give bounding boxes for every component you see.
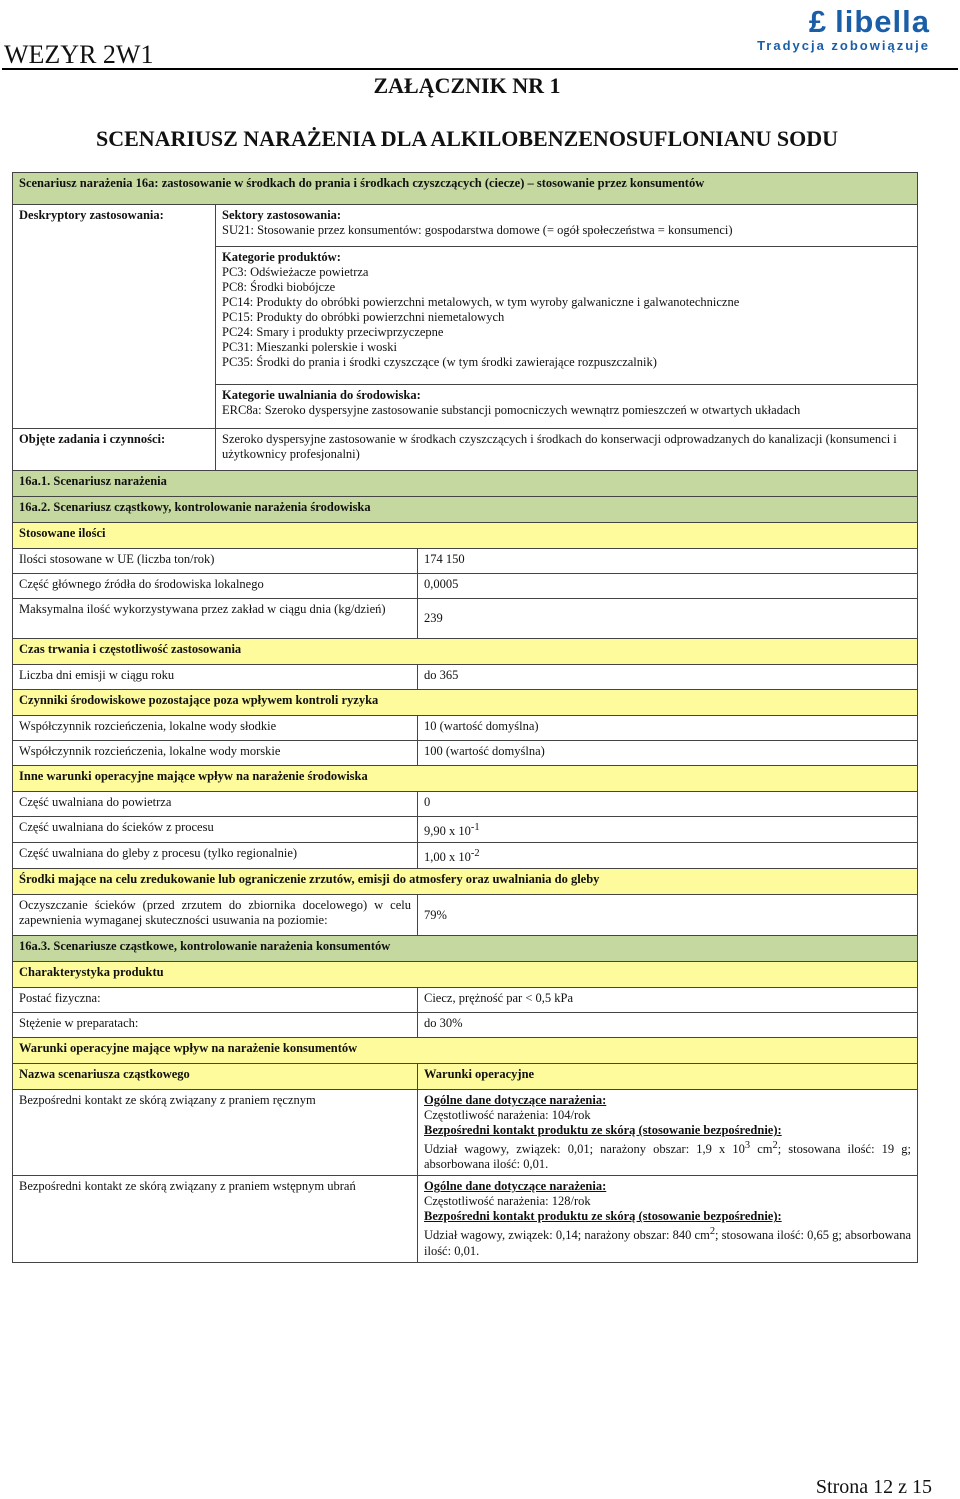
product-category: PC3: Odświeżacze powietrza — [222, 265, 369, 279]
table-row — [13, 988, 918, 1013]
exposure-details: Udział wagowy, związek: 0,01; narażony obszar: 1,9 x $10^3$ $cm^2$; stosowana ilość: 19 g; absorbowana ilość: 0,01. — [424, 1140, 911, 1172]
duration-title: Czas trwania i częstotliwość zastosowania — [13, 639, 918, 665]
row-value — [418, 817, 918, 843]
general-data-title: Ogólne dane dotyczące narażenia: — [424, 1093, 607, 1108]
covered-tasks-text: Szeroko dyspersyjne zastosowanie w środkach czyszczących i środkach do konserwacji odprowadzanych do kanalizacji (konsumenci i użytkownicy profesjonalni) — [216, 429, 918, 471]
row-label: Współczynnik rozcieńczenia, lokalne wody morskie — [13, 741, 418, 766]
table-row — [13, 574, 918, 599]
product-categories-title: Kategorie produktów: — [222, 250, 341, 264]
subsection-row — [13, 869, 918, 895]
scenario-header-row — [13, 173, 918, 205]
product-category: PC24: Smary i produkty przeciwprzyczepne — [222, 325, 444, 339]
row-value: 10 (wartość domyślna) — [418, 716, 918, 741]
table-row — [13, 716, 918, 741]
use-descriptors-label: Deskryptory zastosowania: — [13, 205, 216, 429]
annex-title: ZAŁĄCZNIK NR 1 — [373, 73, 561, 98]
subsection-row — [13, 1064, 918, 1090]
row-value: 0 — [418, 792, 918, 817]
operational-conditions-header: Warunki operacyjne — [418, 1064, 918, 1090]
scenario-header: Scenariusz narażenia 16a: zastosowanie w środkach do prania i środkach czyszczących (ciecze) – stosowanie przez konsumentów — [13, 173, 918, 205]
subsection-row — [13, 690, 918, 716]
subsection-row — [13, 766, 918, 792]
row-value: 174 150 — [418, 549, 918, 574]
section-16a2: 16a.2. Scenariusz cząstkowy, kontrolowanie narażenia środowiska — [13, 497, 918, 523]
document-title: SCENARIUSZ NARAŻENIA DLA ALKILOBENZENOSUFLONIANU SODU — [95, 126, 839, 151]
product-category: PC14: Produkty do obróbki powierzchni metalowych, w tym wyroby galwaniczne i galwanotechniczne — [222, 295, 740, 309]
table-row — [13, 599, 918, 639]
value-exponent: -2 — [470, 848, 480, 860]
row-value: do 365 — [418, 665, 918, 690]
subscenario-name: Bezpośredni kontakt ze skórą związany z praniem wstępnym ubrań — [13, 1176, 418, 1262]
row-value: 79% — [418, 895, 918, 936]
sectors-cell — [216, 205, 918, 247]
document-code: WEZYR 2W1 — [4, 40, 154, 69]
row-label: Stężenie w preparatach: — [13, 1013, 418, 1038]
product-category: PC31: Mieszanki polerskie i woski — [222, 340, 397, 354]
row-value: 100 (wartość domyślna) — [418, 741, 918, 766]
skin-contact-title: Bezpośredni kontakt produktu ze skórą (stosowanie bezpośrednie): — [424, 1209, 782, 1224]
value-mantissa: 1,00 x 10 — [424, 850, 471, 865]
table-row — [13, 1013, 918, 1038]
row-value: 239 — [418, 599, 918, 639]
page-number: Strona 12 z 15 — [815, 1476, 932, 1498]
general-data-title: Ogólne dane dotyczące narażenia: — [424, 1179, 607, 1194]
amounts-title: Stosowane ilości — [13, 523, 918, 549]
measures-title: Środki mające na celu zredukowanie lub ograniczenie zrzutów, emisji do atmosfery oraz uwalniania do gleby — [13, 869, 918, 895]
subsection-row — [13, 1038, 918, 1064]
sectors-text: SU21: Stosowanie przez konsumentów: gospodarstwa domowe (= ogół społeczeństwa = konsumenci) — [222, 223, 733, 237]
row-label: Oczyszczanie ścieków (przed zrzutem do zbiornika docelowego) w celu zapewnienia wymaganej skuteczności usuwania na poziomie: — [13, 895, 418, 936]
covered-tasks-row — [13, 429, 918, 471]
row-value: Ciecz, prężność par < 0,5 kPa — [418, 988, 918, 1013]
sectors-row — [13, 205, 918, 247]
logo-wordmark — [757, 4, 930, 40]
header-rule — [2, 68, 958, 70]
logo-tagline: Tradycja zobowiązuje — [757, 38, 930, 53]
row-label: Część uwalniana do gleby z procesu (tylko regionalnie) — [13, 843, 418, 869]
table-row — [13, 549, 918, 574]
product-category: PC35: Środki do prania i środki czyszczące (w tym środki zawierające rozpuszczalnik) — [222, 355, 657, 369]
libella-logo — [757, 4, 930, 53]
exposure-frequency: Częstotliwość narażenia: 128/rok — [424, 1194, 591, 1209]
section-row — [13, 497, 918, 523]
other-conditions-title: Inne warunki operacyjne mające wpływ na narażenie środowiska — [13, 766, 918, 792]
subscenario-conditions — [418, 1090, 918, 1176]
release-categories-cell — [216, 385, 918, 429]
row-label: Maksymalna ilość wykorzystywana przez zakład w ciągu dnia (kg/dzień) — [13, 599, 418, 639]
scenario-table — [12, 172, 918, 1263]
exposure-details: Udział wagowy, związek: 0,14; narażony obszar: 840 $cm^2$; stosowana ilość: 0,65 g; absorbowana ilość: 0,01. — [424, 1226, 911, 1258]
subsection-row — [13, 639, 918, 665]
section-16a1: 16a.1. Scenariusz narażenia — [13, 471, 918, 497]
row-label: Część głównego źródła do środowiska lokalnego — [13, 574, 418, 599]
release-categories-title: Kategorie uwalniania do środowiska: — [222, 388, 421, 402]
table-row — [13, 665, 918, 690]
logo-symbol: £ — [808, 4, 828, 39]
subscenario-row — [13, 1090, 918, 1176]
row-value: 0,0005 — [418, 574, 918, 599]
product-char-title: Charakterystyka produktu — [13, 962, 918, 988]
table-row — [13, 895, 918, 936]
subscenario-row — [13, 1176, 918, 1262]
value-exponent: -1 — [470, 822, 480, 833]
row-label: Część uwalniana do ścieków z procesu — [13, 817, 418, 843]
subscenario-name-header: Nazwa scenariusza cząstkowego — [13, 1064, 418, 1090]
value-mantissa: 9,90 x 10 — [424, 824, 471, 839]
row-label: Część uwalniana do powietrza — [13, 792, 418, 817]
table-row — [13, 817, 918, 843]
subsection-row — [13, 523, 918, 549]
product-category: PC8: Środki biobójcze — [222, 280, 336, 294]
covered-tasks-label: Objęte zadania i czynności: — [13, 429, 216, 471]
row-label: Ilości stosowane w UE (liczba ton/rok) — [13, 549, 418, 574]
section-row — [13, 471, 918, 497]
row-value — [418, 843, 918, 869]
subsection-row — [13, 962, 918, 988]
row-label: Współczynnik rozcieńczenia, lokalne wody słodkie — [13, 716, 418, 741]
exposure-frequency: Częstotliwość narażenia: 104/rok — [424, 1108, 591, 1123]
subscenario-conditions — [418, 1176, 918, 1262]
product-category: PC15: Produkty do obróbki powierzchni niemetalowych — [222, 310, 505, 324]
sectors-title: Sektory zastosowania: — [222, 208, 342, 222]
product-categories-cell — [216, 247, 918, 385]
env-factors-title: Czynniki środowiskowe pozostające poza wpływem kontroli ryzyka — [13, 690, 918, 716]
table-row — [13, 741, 918, 766]
skin-contact-title: Bezpośredni kontakt produktu ze skórą (stosowanie bezpośrednie): — [424, 1123, 782, 1138]
row-label: Postać fizyczna: — [13, 988, 418, 1013]
release-categories-text: ERC8a: Szeroko dyspersyjne zastosowanie substancji pomocniczych wewnątrz pomieszczeń w otwartych układach — [222, 403, 801, 417]
row-label: Liczba dni emisji w ciągu roku — [13, 665, 418, 690]
table-row — [13, 843, 918, 869]
section-row — [13, 936, 918, 962]
subscenario-name: Bezpośredni kontakt ze skórą związany z praniem ręcznym — [13, 1090, 418, 1176]
consumer-conditions-title: Warunki operacyjne mające wpływ na narażenie konsumentów — [13, 1038, 918, 1064]
logo-word: libella — [835, 4, 930, 39]
section-16a3: 16a.3. Scenariusze cząstkowe, kontrolowanie narażenia konsumentów — [13, 936, 918, 962]
table-row — [13, 792, 918, 817]
row-value: do 30% — [418, 1013, 918, 1038]
